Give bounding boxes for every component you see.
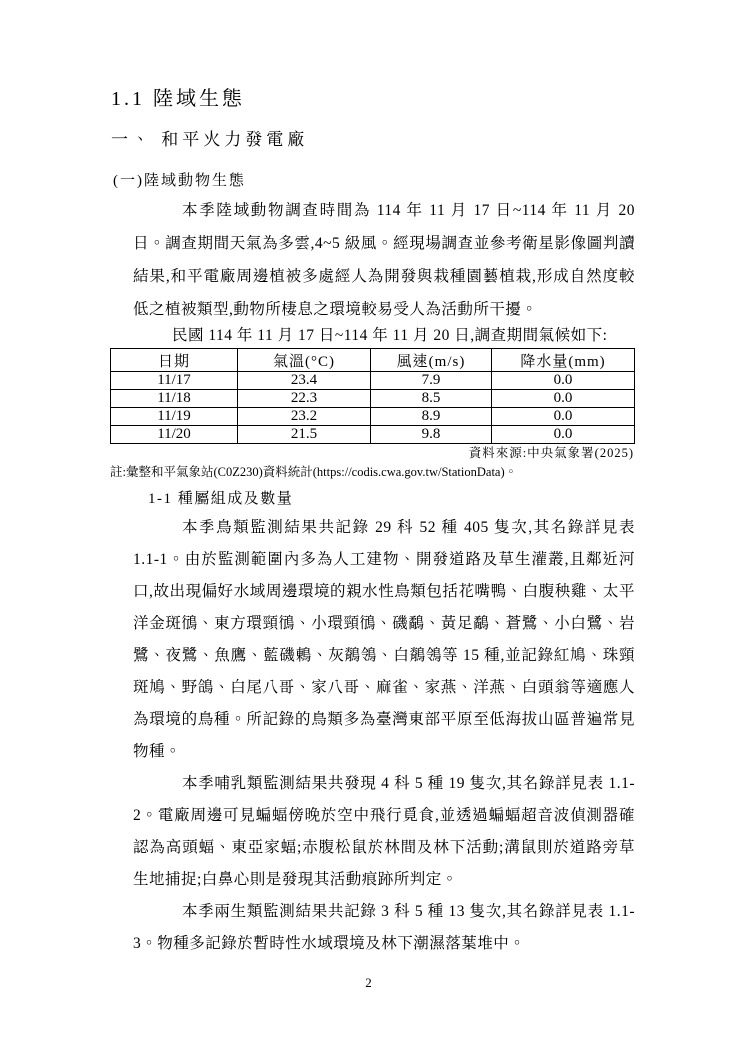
table-cell: 22.3: [238, 390, 371, 408]
weather-table-header: [111, 349, 635, 372]
table-footnote: 註:彙整和平氣象站(C0Z230)資料統計(https://codis.cwa.gov.tw/StationData)。: [110, 465, 518, 479]
table-cell: 0.0: [492, 372, 635, 390]
subsection-heading: (一)陸域動物生態: [113, 173, 246, 189]
table-cell: 0.0: [492, 408, 635, 426]
table-cell: 0.0: [492, 426, 635, 444]
table-cell: 8.9: [371, 408, 492, 426]
weather-table: [110, 348, 635, 444]
column-header: 風速(m/s): [371, 349, 492, 372]
section-title: 1.1 陸域生態: [111, 88, 245, 110]
plant-heading: 一、 和平火力發電廠: [111, 130, 309, 149]
weather-table-body: [111, 372, 635, 444]
column-header: 日期: [111, 349, 238, 372]
paragraph-amphibians: 本季兩生類監測結果共記錄 3 科 5 種 13 隻次,其名錄詳見表 1.1-3。物種多記錄於暫時性水域環境及林下潮濕落葉堆中。: [133, 903, 635, 952]
paragraph-survey-overview: 本季陸域動物調查時間為 114 年 11 月 17 日~114 年 11 月 20 日。調查期間天氣為多雲,4~5 級風。經現場調查並參考衛星影像圖判讀結果,和平電廠周邊植被多處經人為開發與栽種園藝植栽,形成自然度較低之植被類型,動物所棲息之環境較易受人為活動所干擾。: [133, 202, 635, 318]
table-header-row: [111, 349, 635, 372]
table-cell: 7.9: [371, 372, 492, 390]
table-cell: 21.5: [238, 426, 371, 444]
page-number: 2: [365, 975, 372, 990]
weather-table-intro: 民國 114 年 11 月 17 日~114 年 11 月 20 日,調查期間氣候如下:: [172, 327, 608, 344]
table-row: [111, 390, 635, 408]
column-header: 氣溫(°C): [238, 349, 371, 372]
paragraph-mammals: 本季哺乳類監測結果共發現 4 科 5 種 19 隻次,其名錄詳見表 1.1-2。電廠周邊可見蝙蝠傍晚於空中飛行覓食,並透過蝙蝠超音波偵測器確認為高頭蝠、東亞家蝠;赤腹松鼠於林間及林下活動;溝鼠則於道路旁草生地捕捉;白鼻心則是發現其活動痕跡所判定。: [133, 775, 635, 888]
data-source-caption: 資料來源:中央氣象署(2025): [468, 446, 634, 460]
table-cell: 9.8: [371, 426, 492, 444]
paragraph-birds: 本季鳥類監測結果共記錄 29 科 52 種 405 隻次,其名錄詳見表 1.1-1。由於監測範圍內多為人工建物、開發道路及草生灌叢,且鄰近河口,故出現偏好水域周邊環境的親水性鳥類包括花嘴鴨、白腹秧雞、太平洋金斑鴴、東方環頸鴴、小環頸鴴、磯鷸、黃足鷸、蒼鷺、小白鷺、岩鷺、夜鷺、魚鷹、藍磯鶇、灰鶺鴒、白鶺鴒等 15 種,並記錄紅鳩、珠頸斑鳩、野鴿、白尾八哥、家八哥、麻雀、家燕、洋燕、白頭翁等適應人為環境的鳥種。所記錄的鳥類多為臺灣東部平原至低海拔山區普遍常見物種。: [133, 519, 635, 760]
table-row: [111, 408, 635, 426]
table-cell: 11/19: [111, 408, 238, 426]
table-row: [111, 372, 635, 390]
table-cell: 0.0: [492, 390, 635, 408]
table-cell: 11/18: [111, 390, 238, 408]
table-cell: 11/17: [111, 372, 238, 390]
column-header: 降水量(mm): [492, 349, 635, 372]
table-cell: 8.5: [371, 390, 492, 408]
table-cell: 23.4: [238, 372, 371, 390]
table-row: [111, 426, 635, 444]
heading-species-composition: 1-1 種屬組成及數量: [148, 491, 294, 507]
table-cell: 23.2: [238, 408, 371, 426]
table-cell: 11/20: [111, 426, 238, 444]
